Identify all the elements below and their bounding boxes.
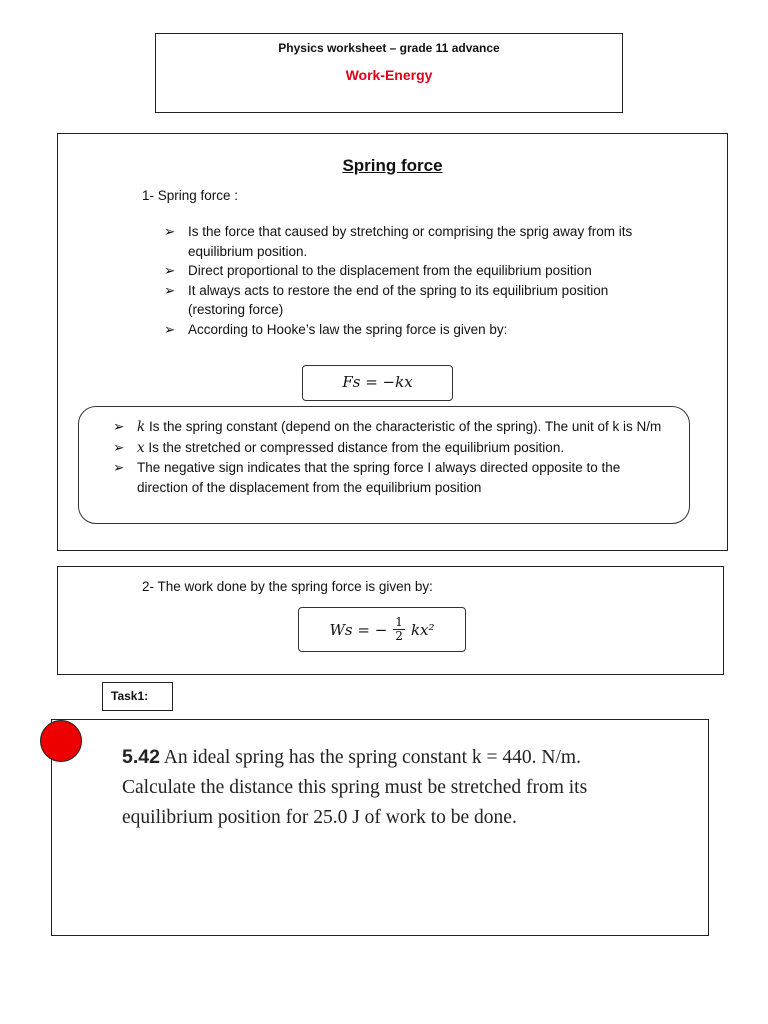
problem-statement [122, 742, 642, 833]
fraction-denominator: 2 [395, 629, 403, 643]
task-label: Task1: [111, 689, 149, 703]
spring-force-section [57, 133, 728, 551]
worksheet-subtitle: Physics worksheet – grade 11 advance [278, 41, 500, 55]
bullet-item [164, 222, 634, 261]
arrow-bullet-icon: ➢ [164, 321, 176, 337]
variable-symbol: x [137, 439, 145, 456]
worksheet-header [155, 33, 623, 113]
worksheet-title: Work-Energy [345, 67, 433, 83]
fraction [393, 616, 405, 643]
bullet-item [164, 281, 634, 320]
item-2-label: 2- The work done by the spring force is given by: [142, 579, 433, 594]
hooke-law-formula: Fs = −kx [302, 365, 453, 401]
arrow-bullet-icon: ➢ [164, 263, 176, 278]
definition-item [113, 417, 673, 438]
section-title: Spring force [342, 156, 443, 175]
bullet-item [164, 261, 634, 281]
work-done-section [57, 566, 724, 675]
definition-text: The negative sign indicates that the spring force I always directed opposite to the direction of the displacement from the equilibrium position [137, 460, 621, 495]
variable-symbol: k [137, 419, 146, 435]
problem-text: An ideal spring has the spring constant k = 440. N/m. Calculate the distance this spring must be stretched from its equilibrium position for 25.0 J of work to be done. [122, 747, 588, 828]
spring-work-formula [298, 607, 466, 652]
task-label-box [102, 682, 173, 711]
problem-box [51, 719, 709, 936]
formula-left: Ws = − [329, 620, 388, 639]
arrow-bullet-icon: ➢ [164, 282, 176, 298]
bullet-text: Direct proportional to the displacement from the equilibrium position [188, 263, 592, 278]
problem-number: 5.42 [122, 746, 160, 768]
definition-text: Is the spring constant (depend on the characteristic of the spring). The unit of k is N/m [145, 419, 662, 434]
arrow-bullet-icon: ➢ [113, 419, 125, 434]
definition-item [113, 438, 673, 459]
red-marker-dot [40, 720, 82, 762]
definition-text: Is the stretched or compressed distance from the equilibrium position. [144, 439, 565, 455]
arrow-bullet-icon: ➢ [164, 224, 176, 239]
bullet-item [164, 320, 634, 340]
formula-right: kx² [410, 620, 435, 639]
bullet-text: It always acts to restore the end of the spring to its equilibrium position (restoring force) [188, 282, 609, 317]
definitions-note-box [78, 406, 690, 524]
definition-item [113, 458, 673, 497]
arrow-bullet-icon: ➢ [113, 439, 125, 455]
fraction-numerator: 1 [395, 615, 403, 629]
bullet-text: According to Hooke’s law the spring force is given by: [188, 321, 508, 337]
spring-force-bullets [164, 222, 634, 339]
bullet-text: Is the force that caused by stretching or comprising the sprig away from its equilibrium position. [188, 224, 633, 259]
arrow-bullet-icon: ➢ [113, 460, 125, 475]
definitions-list [113, 417, 673, 497]
item-1-label: 1- Spring force : [142, 188, 239, 203]
